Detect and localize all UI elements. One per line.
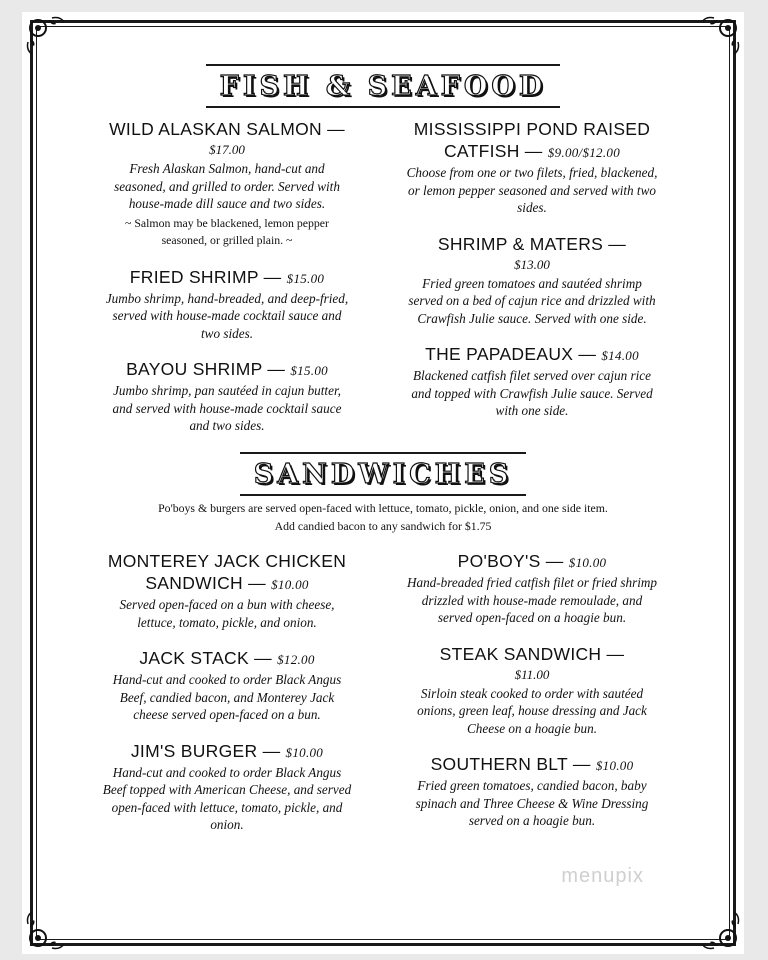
menu-page [22, 12, 744, 954]
item-description: Served open-faced on a bun with cheese, lettuce, tomato, pickle, and onion. [119, 597, 335, 630]
item-description: Fried green tomatoes and sautéed shrimp served on a bed of cajun rice and drizzled with Crawfish Julie sauce. Served with one side. [408, 275, 656, 326]
item-description: Blackened catfish filet served over cajun rice and topped with Crawfish Julie sauce. Served with one side. [411, 368, 653, 418]
item-price: $10.00 [595, 758, 634, 773]
menu-item [102, 647, 352, 724]
sandwiches-left-column [102, 550, 352, 850]
item-description: Sirloin steak cooked to order with sautéed onions, green leaf, house dressing and Jack Cheese on a hoagie bun. [417, 685, 647, 736]
item-description: Jumbo shrimp, hand-breaded, and deep-fried, served with house-made cocktail sauce and two sides. [105, 290, 349, 341]
sandwiches-intro [82, 500, 684, 535]
item-name: STEAK SANDWICH — [439, 643, 625, 664]
corner-flourish-icon [24, 14, 68, 58]
item-price: $12.00 [277, 652, 315, 667]
item-name: MISSISSIPPI POND RAISED [413, 119, 651, 139]
menu-item [406, 643, 658, 738]
menu-item [406, 233, 658, 328]
item-name: THE PAPADEAUX — [425, 344, 597, 364]
item-name: JACK STACK — [139, 648, 272, 668]
section-title: FISH & SEAFOOD [206, 64, 561, 108]
item-name-row [102, 647, 352, 671]
item-price: $15.00 [290, 363, 328, 378]
corner-flourish-icon [698, 908, 742, 952]
menu-item [406, 343, 658, 420]
item-name: JIM'S BURGER — [130, 740, 281, 761]
item-name-row [406, 550, 658, 574]
menu-item [102, 358, 352, 435]
fish-right-column [406, 118, 658, 436]
item-name: PO'BOY'S — [457, 551, 564, 571]
fish-section-header [22, 64, 744, 108]
section-title: SANDWICHES [240, 452, 527, 496]
sandwiches-right-column [406, 550, 658, 846]
item-price: $17.00 [209, 142, 245, 157]
item-name-row [102, 572, 352, 596]
item-note: ~ Salmon may be blackened, lemon pepper seasoned, or grilled plain. ~ [125, 215, 329, 247]
corner-flourish-icon [24, 908, 68, 952]
item-name-row [102, 266, 352, 290]
sandwiches-section-header [22, 452, 744, 496]
item-name: WILD ALASKAN SALMON — [109, 119, 345, 139]
item-price: $9.00/$12.00 [547, 145, 621, 160]
item-description: Choose from one or two filets, fried, blackened, or lemon pepper seasoned and served with two sides. [406, 165, 658, 215]
watermark-logo: menupix [561, 865, 644, 887]
item-name: SANDWICH — [145, 573, 266, 593]
intro-text: Add candied bacon to any sandwich for $1.75 [274, 518, 492, 533]
fish-left-column [102, 118, 352, 451]
menu-item [102, 118, 352, 250]
item-name-row [102, 740, 352, 764]
item-price: $15.00 [286, 270, 325, 286]
item-name: MONTEREY JACK CHICKEN [107, 551, 347, 571]
item-name-row [406, 140, 658, 164]
item-name-row [102, 358, 352, 382]
item-name-row [406, 753, 658, 777]
menu-item [406, 118, 658, 217]
item-price: $13.00 [514, 256, 550, 272]
intro-text: Po'boys & burgers are served open-faced with lettuce, tomato, pickle, onion, and one side item. [158, 501, 608, 515]
item-name: CATFISH — [443, 141, 543, 161]
item-name: SOUTHERN BLT — [430, 754, 591, 774]
item-price: $11.00 [514, 666, 550, 682]
item-price: $10.00 [568, 555, 607, 570]
menu-item [102, 550, 352, 631]
item-price: $14.00 [601, 348, 639, 363]
item-name: SHRIMP & MATERS — [437, 233, 627, 254]
item-description: Hand-cut and cooked to order Black Angus Beef topped with American Cheese, and served open-faced with lettuce, tomato, pickle, and onion. [102, 764, 352, 832]
menu-item [102, 266, 352, 343]
corner-flourish-icon [698, 14, 742, 58]
item-description: Fried green tomatoes, candied bacon, baby spinach and Three Cheese & Wine Dressing served on a hoagie bun. [415, 778, 649, 828]
item-description: Hand-breaded fried catfish filet or fried shrimp drizzled with house-made remoulade, and served open-faced on a hoagie bun. [406, 575, 658, 625]
item-name-row [406, 343, 658, 367]
item-description: Hand-cut and cooked to order Black Angus Beef, candied bacon, and Monterey Jack cheese served open-faced on a bun. [112, 672, 342, 722]
item-price: $10.00 [271, 577, 309, 592]
item-price: $10.00 [285, 744, 324, 760]
item-description: Jumbo shrimp, pan sautéed in cajun butter, and served with house-made cocktail sauce and two sides. [112, 383, 342, 433]
item-name: BAYOU SHRIMP — [126, 359, 286, 379]
menu-item [102, 740, 352, 834]
item-name: FRIED SHRIMP — [129, 266, 282, 287]
menu-item [406, 753, 658, 830]
item-description: Fresh Alaskan Salmon, hand-cut and seasoned, and grilled to order. Served with house-made dill sauce and two sides. [114, 161, 340, 211]
menu-item [406, 550, 658, 627]
